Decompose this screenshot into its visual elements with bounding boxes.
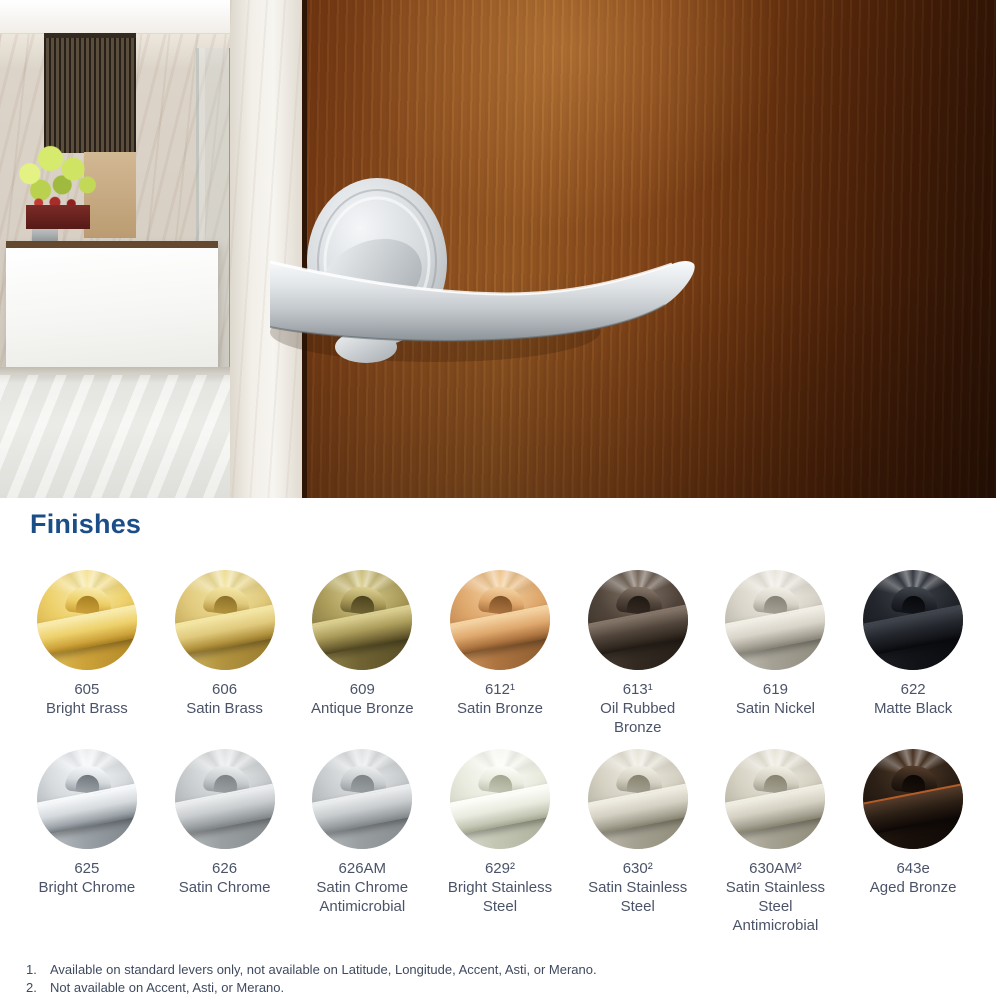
- finish-item-606: [156, 570, 294, 737]
- footnote-2: [26, 979, 982, 997]
- finish-code: 625: [74, 860, 100, 877]
- finish-name: Bright Chrome: [38, 879, 136, 896]
- finish-name: Satin Bronze: [457, 700, 543, 717]
- finish-name: Antique Bronze: [310, 700, 414, 717]
- finish-swatch-630AM: [725, 749, 825, 849]
- finish-code: 609: [349, 681, 375, 698]
- window-blinds: [44, 33, 136, 153]
- finish-name: Matte Black: [873, 700, 953, 717]
- finish-name: Aged Bronze: [869, 879, 957, 896]
- planter-box: [26, 205, 90, 229]
- footnote-number: 2.: [26, 980, 37, 995]
- photo-right-margin: [996, 0, 1000, 498]
- footnote-number: 1.: [26, 962, 37, 977]
- finishes-row-1: [18, 570, 982, 737]
- footnote-1: [26, 961, 982, 979]
- finish-code: 630²: [622, 860, 653, 877]
- finish-swatch-605: [37, 570, 137, 670]
- finish-name: Satin Stainless Steel Antimicrobial: [725, 879, 826, 934]
- finish-swatch-626AM: [312, 749, 412, 849]
- finish-name: Satin Brass: [186, 700, 263, 717]
- hero-photo: [0, 0, 1000, 498]
- finish-name: Satin Nickel: [735, 700, 816, 717]
- finish-item-643e: [844, 749, 982, 935]
- finish-code: 629²: [484, 860, 515, 877]
- finish-item-630: [569, 749, 707, 935]
- finish-name: Satin Stainless Steel: [588, 879, 688, 915]
- reception-desk: [6, 241, 218, 367]
- finish-code: 643e: [896, 860, 930, 877]
- finish-item-622: [844, 570, 982, 737]
- footnotes: [26, 961, 982, 997]
- finish-code: 630AM²: [749, 860, 802, 877]
- finish-item-605: [18, 570, 156, 737]
- finishes-heading: Finishes: [30, 509, 142, 539]
- door-lever: [270, 150, 720, 380]
- finish-code: 626AM: [338, 860, 387, 877]
- finish-item-626: [156, 749, 294, 935]
- finish-item-619: [707, 570, 845, 737]
- footnote-text: Available on standard levers only, not available on Latitude, Longitude, Accent, Asti, or Merano.: [50, 962, 597, 977]
- finish-item-625: [18, 749, 156, 935]
- finish-code: 612¹: [484, 681, 515, 698]
- finish-swatch-626: [175, 749, 275, 849]
- finish-swatch-609: [312, 570, 412, 670]
- finish-code: 606: [212, 681, 238, 698]
- finish-code: 605: [74, 681, 100, 698]
- finish-swatch-622: [863, 570, 963, 670]
- finish-swatch-630: [588, 749, 688, 849]
- finish-name: Bright Stainless Steel: [447, 879, 553, 915]
- finish-item-612: [431, 570, 569, 737]
- finish-name: Satin Chrome Antimicrobial: [316, 879, 409, 915]
- finish-item-626AM: [293, 749, 431, 935]
- finishes-section: [0, 509, 1000, 997]
- finish-swatch-643e: [863, 749, 963, 849]
- finish-item-629: [431, 749, 569, 935]
- finish-item-630AM: [707, 749, 845, 935]
- finish-swatch-619: [725, 570, 825, 670]
- footnote-text: Not available on Accent, Asti, or Merano.: [50, 980, 285, 995]
- finish-name: Satin Chrome: [178, 879, 271, 896]
- finish-swatch-606: [175, 570, 275, 670]
- finish-code: 622: [900, 681, 926, 698]
- finish-swatch-629: [450, 749, 550, 849]
- finish-code: 613¹: [622, 681, 653, 698]
- finish-item-609: [293, 570, 431, 737]
- finish-swatch-625: [37, 749, 137, 849]
- finish-swatch-612: [450, 570, 550, 670]
- finish-name: Bright Brass: [46, 700, 128, 717]
- finish-code: 626: [212, 860, 238, 877]
- finish-item-613: [569, 570, 707, 737]
- finish-code: 619: [762, 681, 788, 698]
- finish-name: Oil Rubbed Bronze: [600, 700, 676, 736]
- finishes-row-2: [18, 749, 982, 935]
- finish-swatch-613: [588, 570, 688, 670]
